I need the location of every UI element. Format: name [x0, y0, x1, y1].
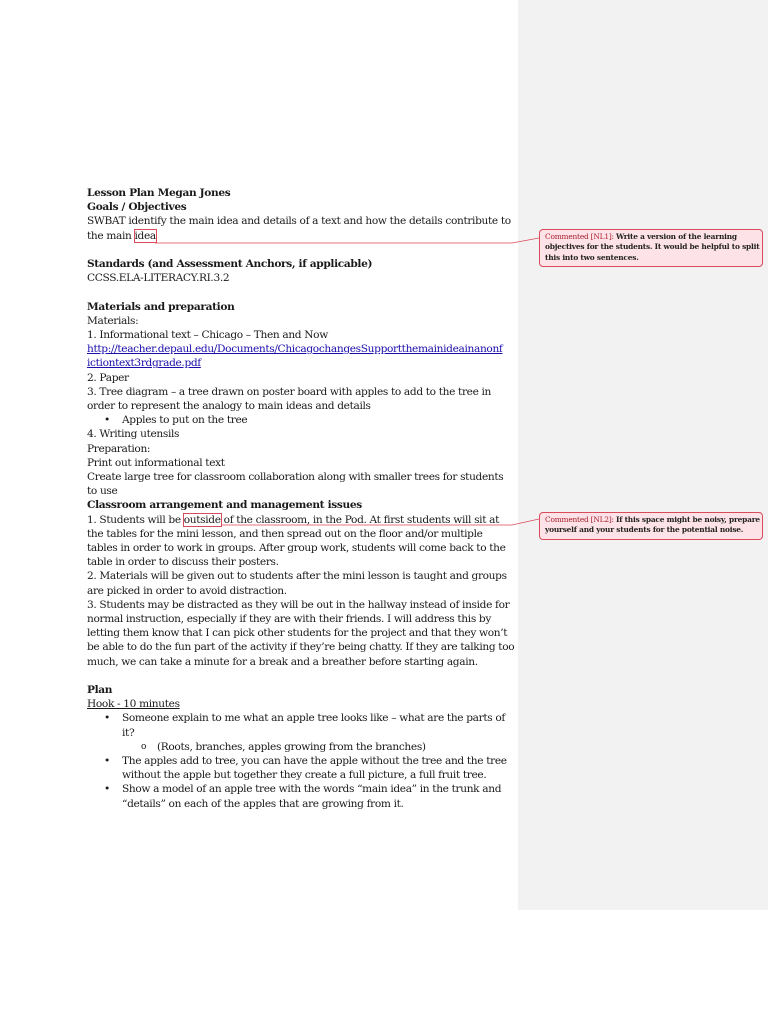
class-1-post: of the classroom, in the Pod. At first students will sit at — [220, 513, 500, 526]
comment-2-label: Commented [NL2]: — [545, 515, 614, 524]
material-1-link-cont[interactable]: ictiontext3rdgrade.pdf — [87, 357, 201, 370]
preparation-label: Preparation: — [87, 442, 151, 455]
material-4: 4. Writing utensils — [87, 428, 180, 441]
hook-3-text: Show a model of an apple tree with the words “main idea” in the trunk and — [122, 783, 502, 796]
hook-2-text: The apples add to tree, you can have the apple without the tree and the tree — [122, 755, 507, 768]
document-body — [87, 186, 515, 811]
hook-1-sub-text: (Roots, branches, apples growing from the branches) — [157, 740, 426, 753]
hook-bullet-2 — [87, 754, 507, 768]
hook-2-line-2: without the apple but together they create a full picture, a full fruit tree. — [122, 769, 487, 782]
lesson-title: Lesson Plan Megan Jones — [87, 187, 231, 199]
class-1-pre: 1. Students will be — [87, 513, 184, 526]
prep-1: Print out informational text — [87, 456, 225, 469]
class-2-line-1: 2. Materials will be given out to students after the mini lesson is taught and groups — [87, 570, 507, 583]
hook-bullet-1 — [87, 711, 507, 725]
bullet-icon: • — [104, 712, 110, 725]
hook-label: Hook - 10 minutes — [87, 698, 180, 711]
class-2-line-2: are picked in order to avoid distraction. — [87, 584, 287, 597]
standards-code: CCSS.ELA-LITERACY.RI.3.2 — [87, 272, 230, 285]
class-3-line-3: letting them know that I can pick other students for the project and that they won’t — [87, 627, 508, 640]
material-1-url-line-2 — [87, 356, 507, 370]
comment-2-text-1: If this space might be noisy, prepare — [615, 515, 760, 524]
comment-1-label: Commented [NL1]: — [545, 232, 614, 241]
comments-margin-pane — [518, 0, 768, 910]
class-3-line-1: 3. Students may be distracted as they will be out in the hallway instead of inside for — [87, 598, 510, 611]
comment-2-anchor[interactable]: outside — [183, 513, 221, 526]
hook-1-text: Someone explain to me what an apple tree looks like – what are the parts of — [122, 712, 505, 725]
class-1-line-3: tables in order to work in groups. After group work, students will come back to the — [87, 542, 506, 555]
class-3-line-5: much, we can take a minute for a break and a breather before starting again. — [87, 655, 478, 668]
comment-1-text-3: this into two sentences. — [545, 252, 639, 262]
objective-line-2 — [87, 229, 507, 243]
hook-bullet-3 — [87, 782, 507, 796]
classroom-heading: Classroom arrangement and management issues — [87, 499, 362, 512]
material-2: 2. Paper — [87, 371, 129, 384]
objective-line-1: SWBAT identify the main idea and details of a text and how the details contribute to — [87, 215, 511, 228]
comment-balloon-1[interactable] — [539, 229, 763, 267]
material-3-bullet-text: Apples to put on the tree — [122, 414, 248, 427]
materials-label: Materials: — [87, 314, 139, 327]
comment-balloon-2[interactable] — [539, 512, 763, 540]
class-3-line-2: normal instruction, especially if they are with their friends. I will address this by — [87, 613, 491, 626]
plan-heading: Plan — [87, 684, 113, 697]
material-1-url-line-1 — [87, 342, 507, 356]
class-1-line-2: the tables for the mini lesson, and then spread out on the floor and/or multiple — [87, 527, 483, 540]
material-1-link[interactable]: http://teacher.depaul.edu/Documents/ChicagochangesSupportthemainideainanonf — [87, 343, 503, 356]
hook-1-line-2: it? — [122, 726, 135, 739]
goals-heading: Goals / Objectives — [87, 201, 187, 214]
circle-bullet-icon: o — [141, 741, 147, 752]
material-3-line-2: order to represent the analogy to main ideas and details — [87, 400, 371, 413]
prep-2-line-2: to use — [87, 485, 118, 498]
class-1-line-4: table in order to discuss their posters. — [87, 556, 279, 569]
material-3-line-1: 3. Tree diagram – a tree drawn on poster board with apples to add to the tree in — [87, 385, 492, 398]
class-3-line-4: be able to do the fun part of the activity if they’re being chatty. If they are talking too — [87, 641, 515, 654]
objective-line-2-text: the main — [87, 229, 135, 242]
class-1-line-1 — [87, 513, 507, 527]
prep-2-line-1: Create large tree for classroom collaboration along with smaller trees for students — [87, 471, 504, 484]
materials-heading: Materials and preparation — [87, 300, 235, 313]
hook-3-line-2: “details” on each of the apples that are growing from it. — [122, 797, 404, 810]
standards-heading: Standards (and Assessment Anchors, if applicable) — [87, 258, 373, 270]
bullet-icon: • — [104, 783, 110, 796]
comment-2-text-2: yourself and your students for the potential noise. — [545, 525, 744, 535]
comment-1-anchor[interactable]: idea — [134, 229, 156, 242]
bullet-icon: • — [104, 414, 110, 427]
material-1: 1. Informational text – Chicago – Then and Now — [87, 329, 328, 341]
bullet-icon: • — [104, 755, 110, 768]
comment-1-text-1: Write a version of the learning — [615, 232, 737, 241]
hook-sub-bullet — [87, 740, 507, 754]
material-3-bullet — [87, 413, 507, 427]
comment-1-text-2: objectives for the students. It would be helpful to split — [545, 242, 760, 252]
